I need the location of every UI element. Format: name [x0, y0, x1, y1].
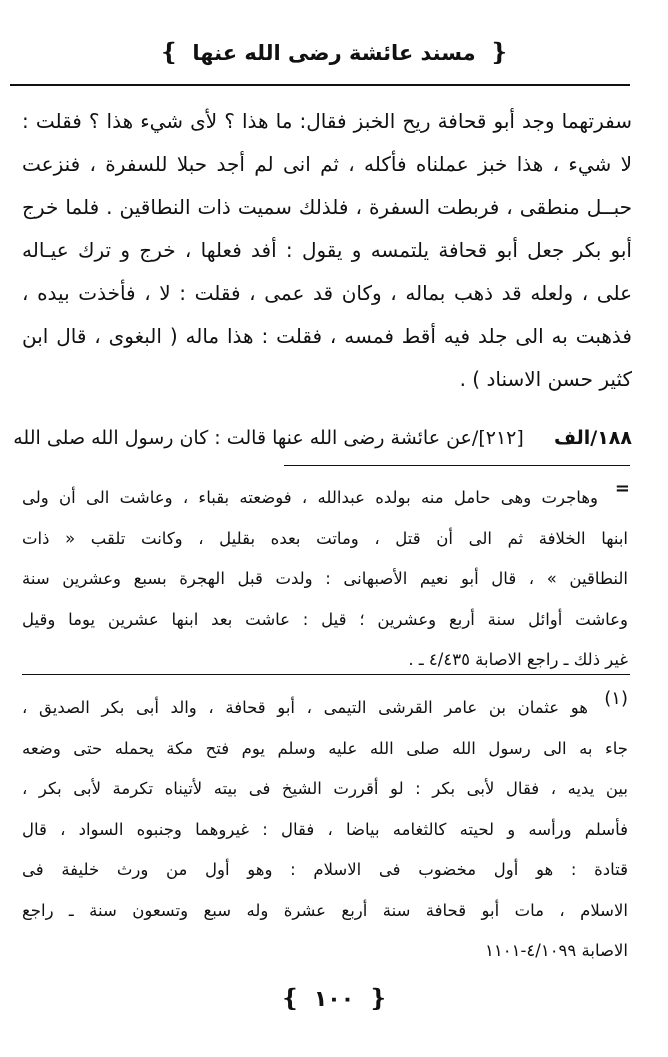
footnote-line: النطاقين » ، قال أبو نعيم الأصبهانى : ولدت قبل الهجرة بسبع وعشرين سنة [22, 569, 628, 588]
footnote-line: فأسلم ورأسه و لحيته كالثغامه بياضا ، فقال : غيروهما وجنبوه السواد ، قال [22, 819, 628, 839]
hadith-reference: [٢١٢] [478, 427, 524, 449]
main-line: سفرتهما وجد أبو قحافة ريح الخبز فقال: ما هذا ؟ لأى شيء هذا ؟ فقلت : [22, 109, 632, 133]
footnote-separator [22, 674, 630, 675]
footnote-line: الاسلام ، مات أبو قحافة سنة أربع عشرة وله سبع وتسعون سنة ـ راجع [22, 900, 628, 920]
hadith-heading [13, 418, 632, 458]
footnote-1 [22, 688, 628, 972]
page-footer [0, 984, 668, 1012]
footnote-line: هو عثمان بن عامر القرشى التيمى ، أبو قحافة ، والد أبى بكر الصديق ، [22, 698, 588, 717]
header-rule [10, 84, 630, 86]
footer-bracket-close: ❵ [367, 984, 388, 1012]
footnote-line: وعاشت أوائل سنة أربع وعشرين ؛ قيل : عاشت بعد ابنها عشرين يوما وقيل [22, 609, 628, 629]
hadith-text: /عن عائشة رضى الله عنها قالت : كان رسول الله صلى الله [13, 427, 479, 449]
page-title: مسند عائشة رضى الله عنها [192, 41, 476, 65]
footnote-continued [22, 478, 628, 681]
page-header [0, 38, 668, 66]
continuation-marker: = [614, 478, 630, 499]
footnote-line: بين يديه ، فقال لأبى بكر : لو أقررت الشيخ فى بيته لأتيناه تكرمة لأبى بكر ، [22, 779, 628, 798]
header-bracket-open: ❴ [158, 38, 180, 66]
page-number: ١٠٠ [313, 987, 355, 1012]
footnote-line: ابنها الخلافة ثم الى أن قتل ، وماتت بعده بقليل ، وكانت تلقب « ذات [22, 528, 628, 548]
main-line: أبو بكر جعل أبو قحافة يلتمسه و يقول : أفد فعلها ، خرج و ترك عيـاله [22, 238, 632, 262]
footnote-line: غير ذلك ـ راجع الاصابة ٤/٤٣٥ ـ . [408, 650, 628, 669]
main-line: لا شيء ، هذا خبز عملناه فأكله ، ثم انى لم أجد حبلا للسفرة ، فنزعت [22, 152, 632, 176]
footnote-number: (١) [604, 688, 628, 709]
footnote-line: قتادة : هو أول مخضوب فى الاسلام : وهو أول من ورث خليفة فى [22, 860, 628, 879]
footer-bracket-open: ❴ [280, 984, 301, 1012]
main-text [22, 100, 632, 401]
main-line: كثير حسن الاسناد ) . [459, 367, 632, 391]
footnote-rule [284, 465, 630, 466]
main-line: فذهبت به الى جلد فيه أقط فمسه ، فقلت : هذا ماله ( البغوى ، قال ابن [22, 324, 632, 348]
footnote-line: الاصابة ٤/١٠٩٩-١١٠١ [484, 941, 628, 960]
hadith-number: ١٨٨/الف [553, 427, 632, 449]
main-line: على ، ولعله قد ذهب بماله ، وكان قد عمى ، فقلت : لا ، فأخذت بيده ، [22, 281, 632, 305]
footnote-line: جاء به الى رسول الله صلى الله عليه وسلم يوم فتح مكة يحمله حتى وضعه [22, 738, 628, 758]
footnote-line: وهاجرت وهى حامل منه بولده عبدالله ، فوضعته بقباء ، وعاشت الى أن ولى [22, 488, 598, 507]
main-line: حبــل منطقى ، فربطت السفرة ، فلذلك سميت ذات النطاقين . فلما خرج [22, 195, 632, 219]
header-bracket-close: ❵ [488, 38, 510, 66]
